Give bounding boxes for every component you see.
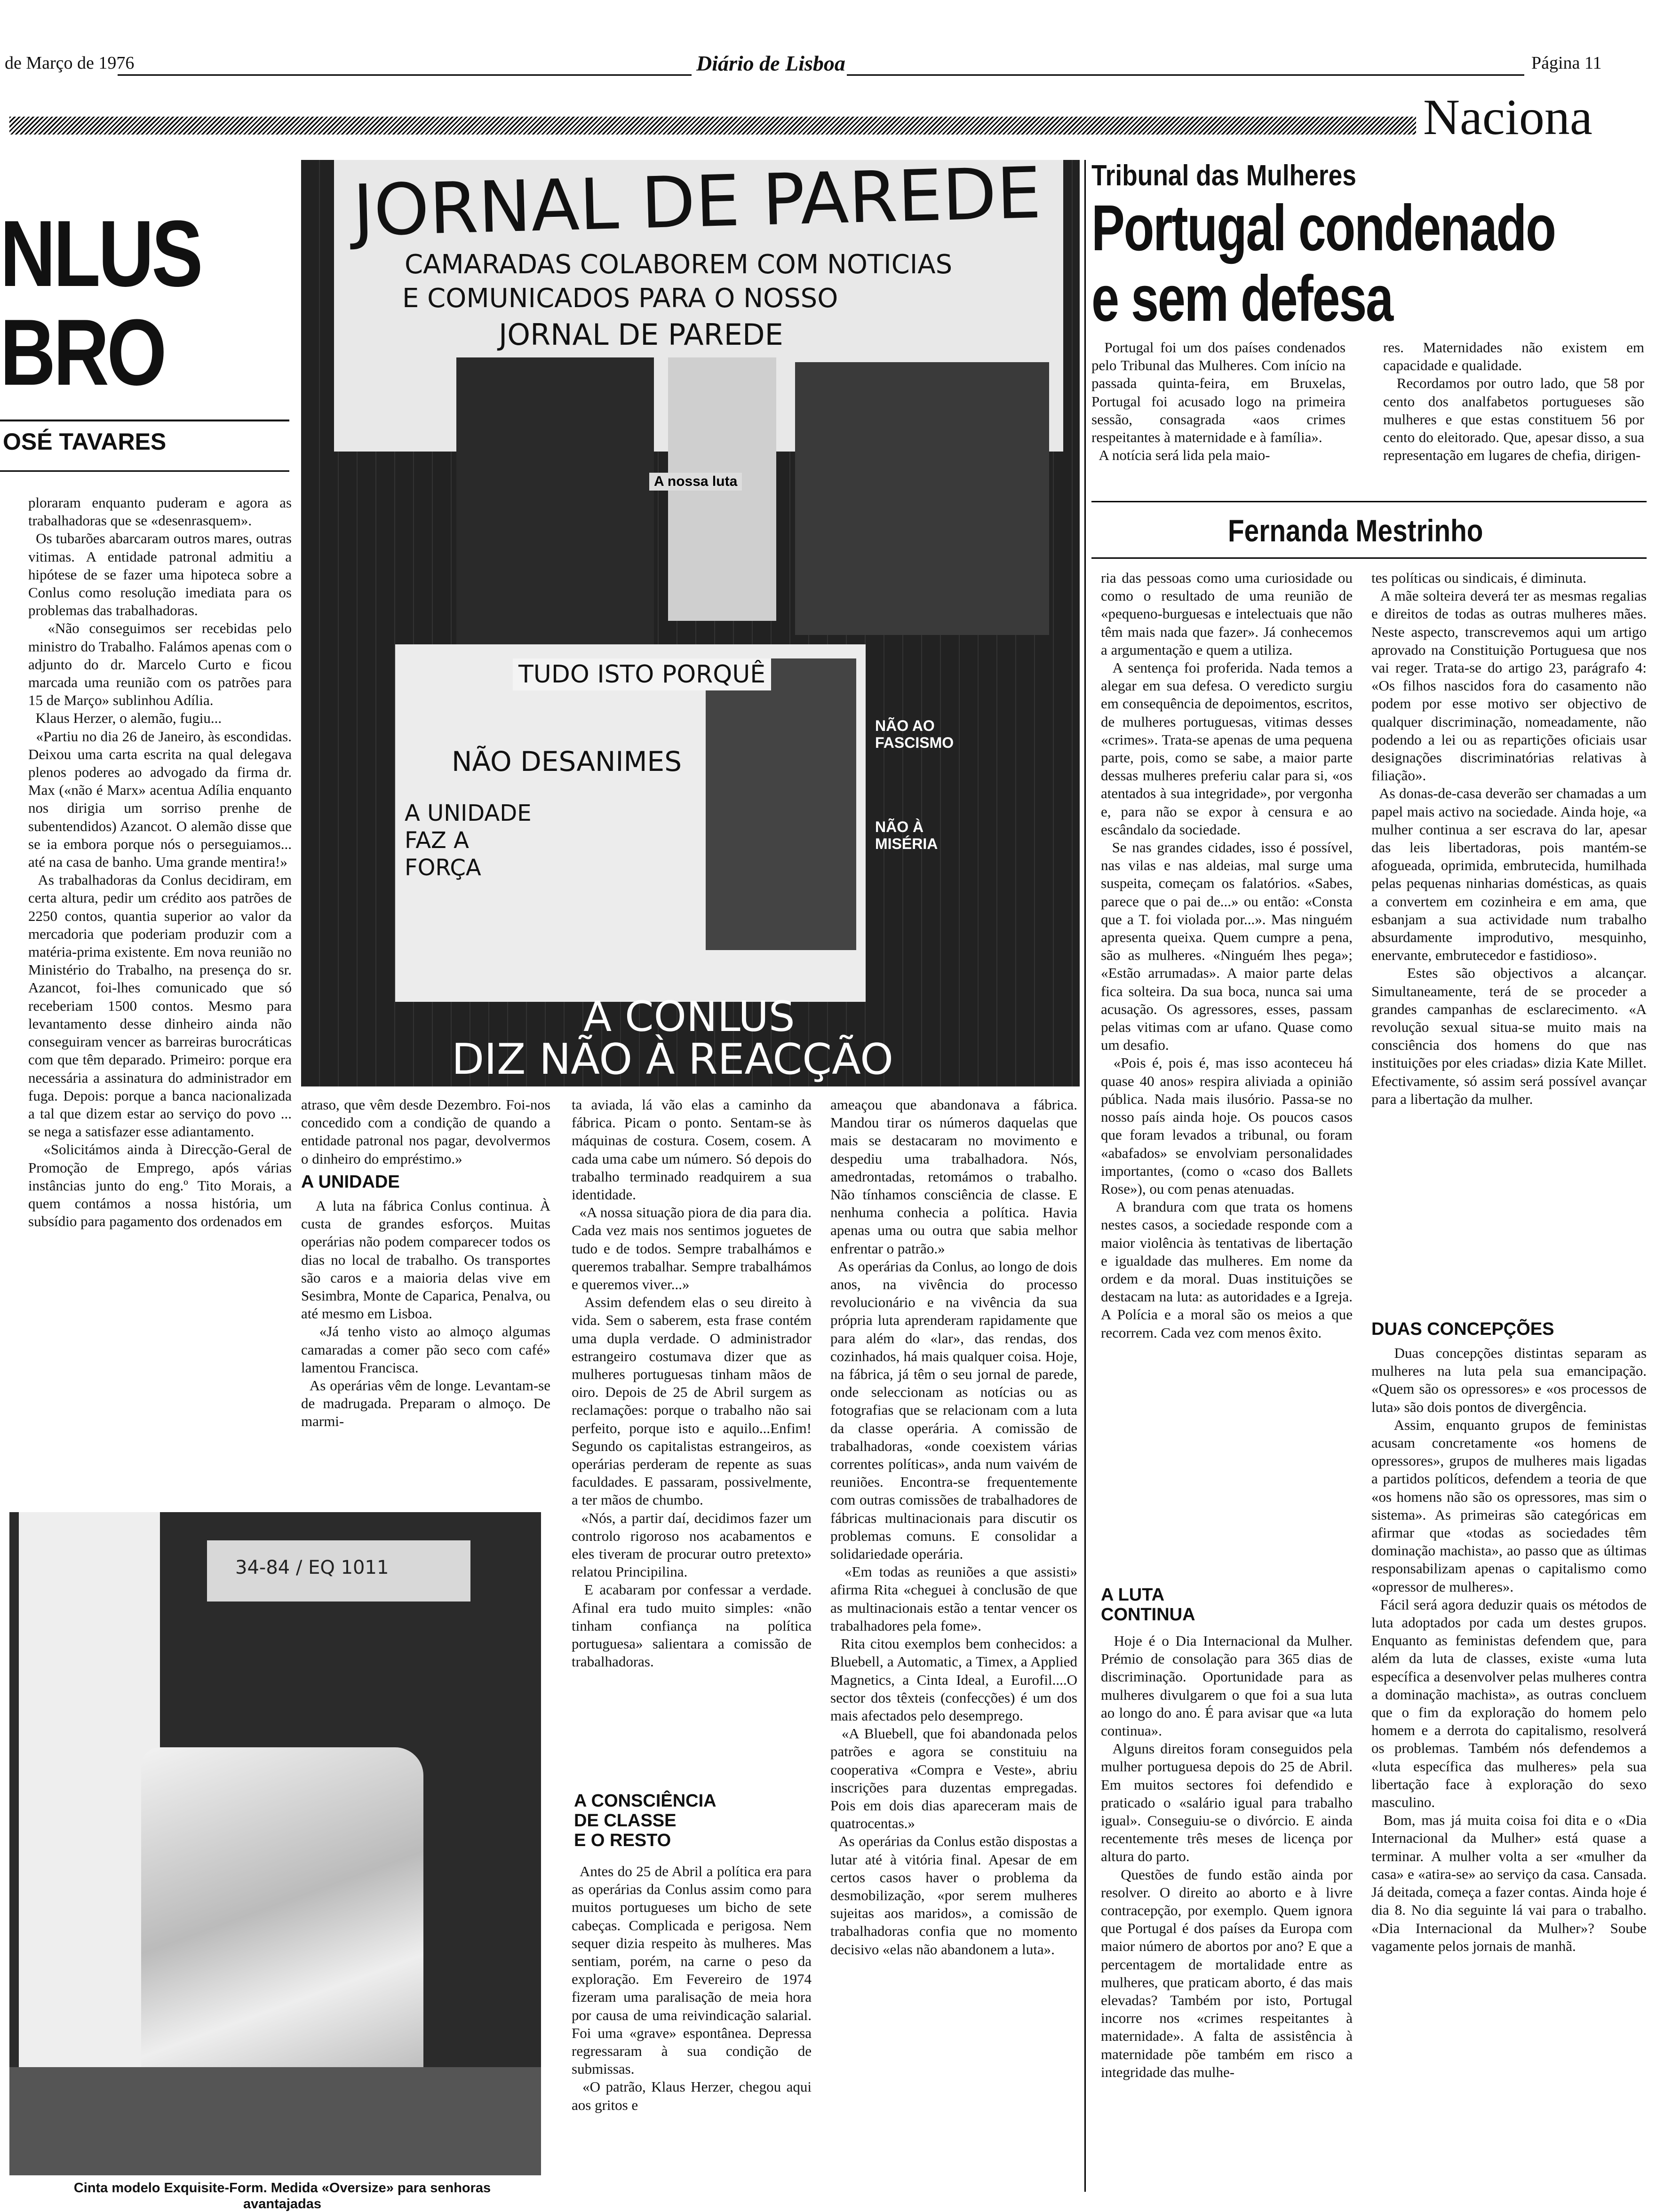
poster-line: NÃO DESANIMES [452, 745, 682, 777]
article-title-line1: NLUS [0, 201, 201, 306]
right-column-a2: Hoje é o Dia Internacional da Mulher. Prémio de consolação para 365 dias de discriminação. Oportunidade para as mulheres divulgarem o que foi a sua luta ao longo do ano. É para avisar que «a luta continua». Alguns direitos foram conseguidos pela mulher portuguesa depois do 25 de Abril. Em muitos sectores foi defendido e praticado o «salário igual para trabalho igual». Conseguiu-se o divórcio. E ainda recentemente três meses de licença por altura do parto. Questões de fundo estão ainda por resolver. O direito ao aborto e à livre contracepção, por exemplo. Quem ignora que Portugal é dos países da Europa com maior número de abortos por ano? E que a percentagem de mortalidade entre as mulheres, que praticam aborto, é das mais elevadas? Também por isto, Portugal incorre nos «crimes respeitantes à maternidade». A falta de assistência à maternidade põe também em risco a integridade das mulhe- [1101, 1633, 1353, 2080]
article-column-3b: Antes do 25 de Abril a política era para as operárias da Conlus assim como para muitos portugueses um bicho de sete cabeças. Complicada e perigosa. Nem sequer dizia respeito às mulheres. Mas sentiam, porém, na carne o peso da exploração. Em Fevereiro de 1974 fizeram uma paralisação de meia hora por causa de uma reivindicação salarial. Foi uma «grave» espontânea. Depressa regressaram à sua condição de submissas. «O patrão, Klaus Herzer, chegou aqui aos gritos e [572, 1863, 812, 2113]
subhead-a-luta-continua: A LUTA CONTINUA [1101, 1585, 1195, 1625]
girdle-photo [9, 1512, 541, 2175]
byline-rule [0, 470, 289, 472]
intro-column-a: Portugal foi um dos países condenados pelo Tribunal das Mulheres. Com início na passada quinta-feira, em Bruxelas, Portugal foi acusado logo na primeira sessão, consagrada «aos crimes respeitantes à maternidade e à família». A notícia será lida pela maio- [1091, 339, 1346, 464]
column-divider [1084, 160, 1086, 2192]
byline-rule [1091, 501, 1647, 502]
garment-tag: 34-84 / EQ 1011 [235, 1557, 389, 1578]
issue-date: de Março de 1976 [5, 53, 135, 73]
article-column-1: ploraram enquanto puderam e agora as trabalhadoras que se «desenrasquem». Os tubarões abarcaram outros mares, outras vitimas. A entidade patronal admitiu a hipótese de se fazer uma hipoteca sobre a Conlus como resolução imediata para os problemas das trabalhadoras. «Não conseguimos ser recebidas pelo ministro do Trabalho. Falámos apenas com o adjunto do dr. Marcelo Curto e ficou marcada uma reunião com os patrões para 15 de Março» sublinhou Adília. Klaus Herzer, o alemão, fugiu... «Partiu no dia 26 de Janeiro, às escondidas. Deixou uma carta escrita na qual delegava plenos poderes ao advogado da firma dr. Max («não é Marx» acentua Adília enquanto nos dirigia um sorriso prenhe de subentendidos) Azancot. O alemão disse que se ia embora porque nós o perseguiamos... até na casa de banho. Uma grande mentira!» As trabalhadoras da Conlus decidiram, em certa altura, pedir um crédito aos patrões de 2250 contos, quantia superior ao valor da mercadoria que poderiam produzir com a matéria-prima existente. Em nova reunião no Ministério do Trabalho, na presença do sr. Azancot, foi-lhes comunicado que só receberiam 1500 contos. Mesmo para levantamento desse dinheiro ainda não conseguiram vencer as barreiras burocráticas com que têm deparado. Primeiro: porque era necessária a assinatura do administrador em fuga. Depois: porque a banca nacionalizada a tal que dizem estar ao serviço do povo ... se nega a satisfazer esse adiantamento. «Solicitámos ainda à Direcção-Geral de Promoção de Emprego, após várias instâncias junto do eng.º Tito Morais, a quem contámos a nossa história, um subsídio para pagamento dos ordenados em [28, 494, 292, 1230]
article-byline: OSÉ TAVARES [3, 428, 167, 455]
article-byline: Fernanda Mestrinho [1228, 513, 1483, 548]
article-column-2: atraso, que vêm desde Dezembro. Foi-nos concedido com a condição de quando a entidade patronal nos pagar, devolvermos o dinheiro do empréstimo.» [301, 1096, 554, 1167]
subhead-a-unidade: A UNIDADE [301, 1172, 400, 1192]
section-title: Naciona [1423, 89, 1592, 145]
headline-line1: Portugal condenado [1091, 192, 1555, 264]
poster-line: NÃO AO FASCISMO [875, 717, 954, 751]
article-column-4: ameaçou que abandonava a fábrica. Mandou tirar os números daquelas que mais se destacaram no movimento e despediu uma trabalhadora. Nós, amedrontadas, retomámos o trabalho. Não tínhamos consciência de classe. E nenhuma conhecia a política. Havia apenas uma ou outra que sabia melhor enfrentar o patrão.» As operárias da Conlus, ao longo de dois anos, na vivência do processo revolucionário e na vivência da sua própria luta aprenderam rapidamente que para além do «lar», das rendas, dos cozinhados, há mais qualquer coisa. Hoje, na fábrica, já têm o seu jornal de parede, onde seleccionam as notícias ou as fotografias que se relacionam com a luta da classe operária. A comissão de trabalhadoras, «onde coexistem várias correntes políticas», anda num vaivém de reuniões. Encontra-se frequentemente com outras comissões de trabalhadores de fábricas multinacionais para discutir os problemas comuns. E consolidar a solidariedade operária. «Em todas as reuniões a que assisti» afirma Rita «cheguei à conclusão de que as multinacionais estão a tentar vencer os trabalhadores pela fome». Rita citou exemplos bem conhecidos: a Bluebell, a Automatic, a Timex, a Applied Magnetics, a Cinta Ideal, a Eurofil....O sector dos têxteis (confecções) é um dos mais afectados pelo desemprego. «A Bluebell, que foi abandonada pelos patrões e agora se constituiu na cooperativa «Compra e Veste», abriu inscrições para duzentas empregadas. Pois em dois dias apareceram mais de quatrocentas.» As operárias da Conlus estão dispostas a lutar até à vitória final. Apesar de em certos casos haver o problema da desmobilização, «por serem mulheres sujeitas aos maridos», a comissão de trabalhadoras confia que no momento decisivo «elas não abandonem a luta». [830, 1096, 1078, 1958]
page-number: Página 11 [1531, 53, 1602, 73]
photo-caption: Cinta modelo Exquisite-Form. Medida «Oversize» para senhoras avantajadas [73, 2180, 491, 2212]
intro-column-b: res. Maternidades não existem em capacidade e qualidade. Recordamos por outro lado, que 58 por cento dos analfabetos portugueses são mulheres e que estas constituem 56 por cento do eleitorado. Que, apesar disso, a sua representação em lugares de chefia, dirigen- [1383, 339, 1645, 464]
poster-line: A CONLUS [583, 992, 795, 1041]
poster-line: JORNAL DE PAREDE [499, 317, 783, 352]
article-column-3: ta aviada, lá vão elas a caminho da fábrica. Picam o ponto. Sentam-se às máquinas de costura. Cosem, cosem. A cada uma cabe um número. Só depois do trabalho terminado readquirem a sua identidade. «A nossa situação piora de dia para dia. Cada vez mais nos sentimos joguetes de tudo e de todos. Sempre trabalhámos e queremos trabalhar. Sempre trabalhámos e queremos viver...» Assim defendem elas o seu direito à vida. Sem o saberem, esta frase contém uma dupla verdade. O administrador estrangeiro costumava dizer que as mulheres portuguesas tinham mãos de oiro. Depois de 25 de Abril surgem as reclamações: porque o trabalho não sai perfeito, porque isto e aquilo...Enfim! Segundo os capitalistas estrangeiros, as operárias perderam de repente as suas faculdades. E passaram, possivelmente, a ter mãos de chumbo. «Nós, a partir daí, decidimos fazer um controlo rigoroso nos acabamentos e eles tiveram de procurar outro pretexto» relatou Principilina. E acabaram por confessar a verdade. Afinal era tudo muito simples: «não tinham confiança na política portuguesa» salientara a comissão de trabalhadoras. [572, 1096, 812, 1670]
subhead-duas-concepcoes: DUAS CONCEPÇÕES [1371, 1319, 1554, 1339]
poster-line: TUDO ISTO PORQUÊ [513, 658, 771, 690]
right-column-b: tes políticas ou sindicais, é diminuta. A mãe solteira deverá ter as mesmas regalias e direitos de todas as outras mulheres mães. Neste aspecto, transcrevemos aqui um artigo aprovado na Constituição Portuguesa que nos vai reger. Trata-se do artigo 23, parágrafo 4: «Os filhos nascidos fora do casamento não podem por esse motivo ser objectivo de qualquer discriminação, nomeadamente, não podendo a lei ou as repartições oficiais usar designações discriminatórias relativas à filiação». As donas-de-casa deverão ser chamadas a um papel mais activo na sociedade. Ainda hoje, «a mulher continua a ser escrava do lar, apesar das leis libertadoras, pois mantém-se afogueada, oprimida, embrutecida, humilhada pelas pequenas ninharias domésticas, as quais a convertem em cozinheira e em ama, que esbanjam a sua actividade num trabalho absurdamente improdutivo, mesquinho, enervante, embrutecedor e fastidioso». Estes são objectivos a alcançar. Simultaneamente, terá de se proceder a grandes campanhas de esclarecimento. «A revolução sexual situa-se muito mais na consciência dos homens do que nas instituições por eles criadas» dizia Kate Millet. Efectivamente, só assim será possível avançar para a libertação da mulher. [1371, 570, 1647, 1107]
section-hatch-bar [9, 117, 1416, 135]
newspaper-name: Diário de Lisboa [696, 51, 845, 75]
subhead-consciencia: A CONSCIÊNCIA DE CLASSE E O RESTO [574, 1791, 717, 1850]
poster-line: E COMUNICADOS PARA O NOSSO [402, 283, 838, 314]
byline-rule [0, 420, 289, 421]
headline-line2: e sem defesa [1091, 262, 1393, 335]
masthead-rule [118, 74, 692, 76]
article-kicker: Tribunal das Mulheres [1091, 159, 1356, 192]
poster-line: CAMARADAS COLABOREM COM NOTICIAS [405, 249, 953, 280]
poster-caption: A nossa luta [649, 473, 742, 491]
byline-rule [1091, 557, 1647, 559]
right-column-a: ria das pessoas como uma curiosidade ou como o resultado de uma reunião de «pequeno-burguesas e intelectuais que não têm mais nada que fazer». Já conhecemos a argumentação e quem a utiliza. A sentença foi proferida. Nada temos a alegar em sua defesa. O veredicto surgiu em consequência de depoimentos, escritos, de mulheres portuguesas, vitimas desses «crimes». Trata-se apenas de uma pequena parte, pois, como se sabe, a maior parte dessas mulheres preferiu calar para si, «os atentados à sua integridade», por vergonha e, para não se expor à censura e ao escândalo da sociedade. Se nas grandes cidades, isso é possível, nas vilas e nas aldeias, mal surge uma suspeita, começam os falatórios. «Sabes, parece que o pai de...» ou então: «Consta que a T. foi violada por...». Mas ninguém apresenta queixa. Quem cumpre a pena, são as mulheres. «Ninguém lhes pega»; «Estão arrumadas». A maior parte delas fica solteira. Da sua boca, nunca sai uma acusação. Os agressores, esses, passam pelas vitimas com ar ufano. Quase como um desafio. «Pois é, pois é, mas isso aconteceu há quase 40 anos» respira aliviada a opinião pública. Nada mais ilusório. Passa-se no nosso país ainda hoje. Os poucos casos que foram levados a tribunal, ou foram «abafados» se envolviam personalidades importantes, (como o «caso dos Ballets Rose»), ou com penas atenuadas. A brandura com que trata os homens nestes casos, a sociedade responde com a maior violência às tentativas de libertação e igualdade das mulheres. Em nome da ordem e da moral. Duas instituições se destacam na luta: as autoridades e a Igreja. A Polícia e a moral são os meios a que recorrem. Cada vez com menos êxito. [1101, 570, 1353, 1341]
article-column-2b: A luta na fábrica Conlus continua. À custa de grandes esforços. Muitas operárias não podem comparecer todos os dias no local de trabalho. Os transportes são caros e a maioria delas vive em Sesimbra, Monte de Caparica, Penalva, ou até mesmo em Lisboa. «Já tenho visto ao almoço algumas camaradas a comer pão seco com café» lamentou Francisca. As operárias vêm de longe. Levantam-se de madrugada. Preparam o almoço. De marmi- [301, 1197, 551, 1430]
right-column-b2: Duas concepções distintas separam as mulheres na luta pela sua emancipação. «Quem são os opressores» e «os processos de luta» são dois pontos de divergência. Assim, enquanto grupos de feministas acusam concretamente «os homens de opressores», grupos de mulheres mais ligadas a partidos políticos, defendem a teoria de que «os homens não são os opressores, mas sim o sistema». As primeiras são categóricas em afirmar que «todas as sociedades têm dominação machista», ao passo que as últimas responsabilizam apenas o capitalismo como «opressor de mulheres». Fácil será agora deduzir quais os métodos de luta adoptados por cada um destes grupos. Enquanto as feministas defendem que, para além da luta de classes, existe «uma luta específica a desenvolver pelas mulheres contra a dominação machista», as outras concluem que o fim da exploração do homem pelo homem e a derrota do capitalismo, resolverá os problemas. Também nós defendemos a «luta específica das mulheres» pela sua libertação face à exploração do sexo masculino. Bom, mas já muita coisa foi dita e o «Dia Internacional da Mulher» está quase a terminar. A mulher volta a ser «mulher da casa» e «atira-se» ao serviço da casa. Cansada. Já deitada, começa a fazer contas. Ainda hoje é dia 8. No dia seguinte lá vai para o trabalho. «Dia Internacional da Mulher»? Soube vagamente pelos jornais de manhã. [1371, 1345, 1647, 1954]
poster-line: NÃO À MISÉRIA [875, 818, 938, 852]
poster-headline: JORNAL DE PAREDE [351, 152, 1043, 253]
poster-line: DIZ NÃO À REACÇÃO [452, 1035, 893, 1084]
masthead-rule [847, 74, 1524, 76]
wall-newspaper-photo [301, 152, 1080, 1086]
poster-line: A UNIDADE FAZ A FORÇA [405, 800, 532, 881]
article-title-line2: BRO [0, 300, 165, 405]
